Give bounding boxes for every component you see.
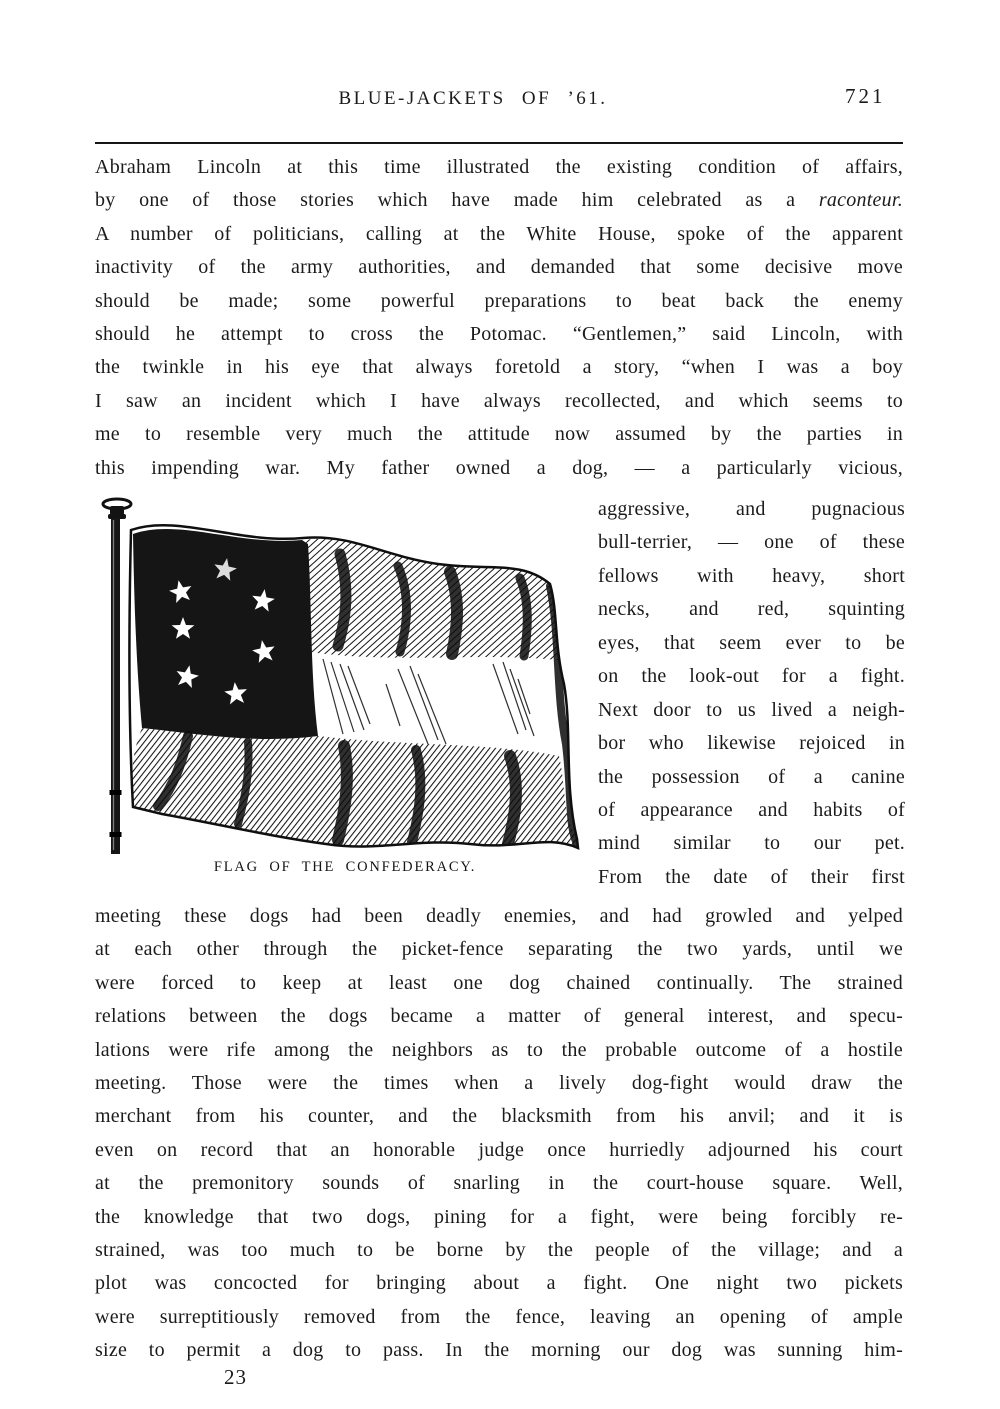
text-line: aggressive, and pugnacious bbox=[598, 498, 905, 520]
text-line: plot was concocted for bringing about a fight. One night two pickets bbox=[95, 1272, 903, 1295]
text-line: at each other through the picket-fence separating the two yards, until we bbox=[95, 938, 903, 961]
text-line: of appearance and habits of bbox=[598, 798, 905, 821]
text-line: this impending war. My father owned a dog, — a particularly vicious, bbox=[95, 456, 903, 479]
text-line: merchant from his counter, and the blacksmith from his anvil; and it is bbox=[95, 1105, 903, 1128]
text-line: Next door to us lived a neigh- bbox=[598, 698, 905, 721]
text-line: the knowledge that two dogs, pining for a fight, were being forcibly re- bbox=[95, 1205, 903, 1228]
text-line: meeting these dogs had been deadly enemies, and had growled and yelped bbox=[95, 905, 903, 927]
figure-caption: FLAG OF THE CONFEDERACY. bbox=[213, 859, 477, 875]
text-line: on the look-out for a fight. bbox=[598, 665, 905, 688]
text-line: meeting. Those were the times when a lively dog-fight would draw the bbox=[95, 1071, 903, 1094]
text-line: me to resemble very much the attitude now assumed by the parties in bbox=[95, 423, 903, 446]
text-line: size to permit a dog to pass. In the morning our dog was sunning him- bbox=[95, 1339, 903, 1362]
page-number: 721 bbox=[845, 84, 886, 108]
header-rule bbox=[95, 142, 903, 144]
text-line: were surreptitiously removed from the fence, leaving an opening of ample bbox=[95, 1305, 903, 1328]
text-line: were forced to keep at least one dog chained continually. The strained bbox=[95, 971, 903, 994]
text-line: should he attempt to cross the Potomac. “Gentlemen,” said Lincoln, with bbox=[95, 322, 903, 345]
text-line: even on record that an honorable judge once hurriedly adjourned his court bbox=[95, 1138, 903, 1161]
text-line: From the date of their first bbox=[598, 865, 905, 888]
text-line: inactivity of the army authorities, and demanded that some decisive move bbox=[95, 256, 903, 279]
paragraph-bottom bbox=[95, 900, 903, 1367]
text-line: the twinkle in his eye that always foretold a story, “when I was a boy bbox=[95, 356, 903, 379]
text-line: necks, and red, squinting bbox=[598, 598, 905, 621]
text-line: A number of politicians, calling at the White House, spoke of the apparent bbox=[95, 222, 903, 245]
text-line: should be made; some powerful preparations to beat back the enemy bbox=[95, 289, 903, 312]
paragraph-wrap-right bbox=[598, 493, 905, 894]
text-line: I saw an incident which I have always recollected, and which seems to bbox=[95, 389, 903, 412]
signature-mark: 23 bbox=[224, 1365, 247, 1389]
text-line: mind similar to our pet. bbox=[598, 832, 905, 855]
text-line: eyes, that seem ever to be bbox=[598, 631, 905, 654]
confederate-flag-engraving-illustration bbox=[98, 494, 592, 856]
text-line: Abraham Lincoln at this time illustrated the existing condition of affairs, bbox=[95, 156, 903, 178]
paragraph-top bbox=[95, 151, 903, 485]
text-line: the possession of a canine bbox=[598, 765, 905, 788]
text-line: bull-terrier, — one of these bbox=[598, 531, 905, 554]
text-line: at the premonitory sounds of snarling in the court-house square. Well, bbox=[95, 1172, 903, 1195]
running-head-title: BLUE-JACKETS OF ’61. bbox=[338, 88, 608, 109]
text-line: bor who likewise rejoiced in bbox=[598, 732, 905, 755]
text-line: lations were rife among the neighbors as to the probable outcome of a hostile bbox=[95, 1038, 903, 1061]
flag-cloth bbox=[129, 525, 578, 848]
flagpole bbox=[103, 499, 131, 854]
text-line: by one of those stories which have made him celebrated as a raconteur. bbox=[95, 189, 903, 212]
text-line: strained, was too much to be borne by the people of the village; and a bbox=[95, 1238, 903, 1261]
text-line: fellows with heavy, short bbox=[598, 564, 905, 587]
text-line: relations between the dogs became a matter of general interest, and specu- bbox=[95, 1005, 903, 1028]
flag-figure bbox=[98, 494, 592, 876]
